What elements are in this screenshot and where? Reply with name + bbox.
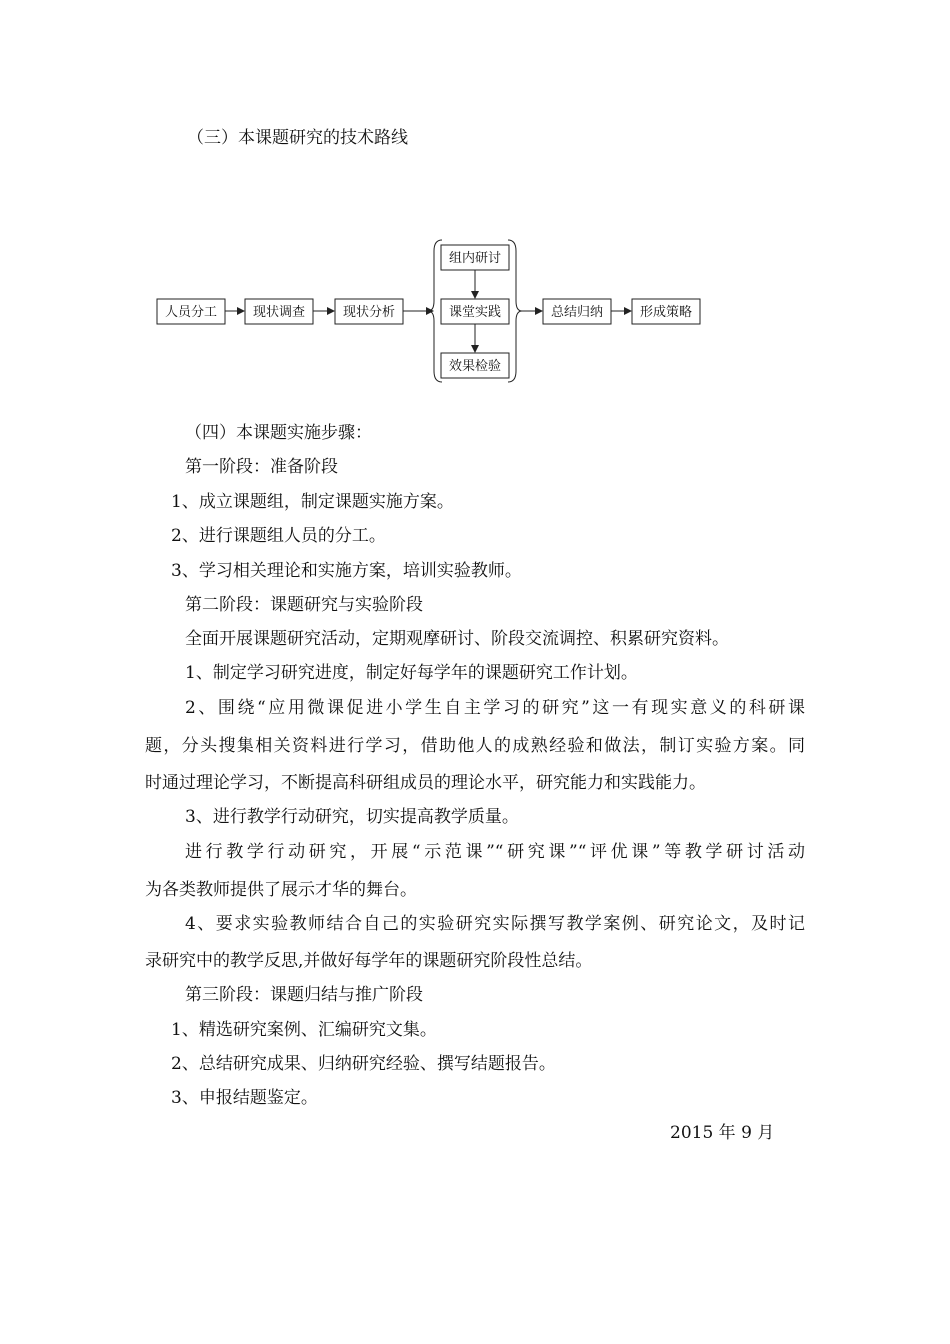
flow-node-class-practice [441, 299, 509, 324]
stage-2-item-4-line: 4、要求实验教师结合自己的实验研究实际撰写教学案例、研究论文，及时记 [185, 914, 805, 934]
stage-3-item: 1、精选研究案例、汇编研究文集。 [171, 1020, 437, 1040]
stage-1-item: 1、成立课题组，制定课题实施方案。 [171, 492, 454, 512]
svg-text:课堂实践: 课堂实践 [448, 305, 502, 320]
stage-2-item-2-line: 题，分头搜集相关资料进行学习，借助他人的成熟经验和做法，制订实验方案。同 [145, 736, 805, 756]
stage-1-item: 2、进行课题组人员的分工。 [171, 526, 386, 546]
svg-text:效果检验: 效果检验 [448, 359, 502, 374]
stage-1-item: 3、学习相关理论和实施方案，培训实验教师。 [171, 561, 522, 581]
stage-1-title: 第一阶段：准备阶段 [185, 457, 338, 477]
flow-node-effect-test [441, 353, 509, 378]
svg-text:现状分析: 现状分析 [342, 305, 396, 320]
document-date: 2015 年 9 月 [670, 1123, 775, 1143]
stage-2-item-2-line: 2、围绕“应用微课促进小学生自主学习的研究”这一有现实意义的科研课 [185, 698, 805, 718]
svg-text:形成策略: 形成策略 [639, 305, 693, 320]
flow-node-group-discussion [441, 245, 509, 270]
section-3-title: （三）本课题研究的技术路线 [187, 128, 408, 148]
stage-2-item-1: 1、制定学习研究进度，制定好每学年的课题研究工作计划。 [185, 663, 638, 683]
stage-2-intro: 全面开展课题研究活动，定期观摩研讨、阶段交流调控、积累研究资料。 [185, 629, 729, 649]
stage-2-item-2-line: 时通过理论学习，不断提高科研组成员的理论水平，研究能力和实践能力。 [145, 773, 706, 793]
svg-text:组内研讨: 组内研讨 [448, 251, 502, 266]
flow-node-strategy [632, 299, 700, 324]
stage-3-item: 3、申报结题鉴定。 [171, 1088, 318, 1108]
svg-text:现状调查: 现状调查 [252, 305, 306, 320]
flow-node-summary [543, 299, 611, 324]
stage-2-item-3: 3、进行教学行动研究，切实提高教学质量。 [185, 807, 519, 827]
right-brace [508, 240, 522, 382]
stage-2-title: 第二阶段：课题研究与实验阶段 [185, 595, 423, 615]
stage-2-item-3-detail-line: 为各类教师提供了展示才华的舞台。 [145, 880, 417, 900]
stage-3-item: 2、总结研究成果、归纳研究经验、撰写结题报告。 [171, 1054, 556, 1074]
technical-route-flowchart [150, 235, 710, 385]
left-brace [428, 240, 442, 382]
flow-node-survey [245, 299, 313, 324]
svg-text:人员分工: 人员分工 [164, 305, 218, 320]
stage-3-title: 第三阶段：课题归结与推广阶段 [185, 985, 423, 1005]
stage-2-item-4-line: 录研究中的教学反思,并做好每学年的课题研究阶段性总结。 [145, 951, 593, 971]
svg-text:总结归纳: 总结归纳 [550, 305, 604, 320]
stage-2-item-3-detail-line: 进行教学行动研究，开展“示范课”“研究课”“评优课”等教学研讨活动 [185, 842, 805, 862]
flow-node-analysis [335, 299, 403, 324]
flow-node-staffing [157, 299, 225, 324]
section-4-title: （四）本课题实施步骤： [185, 423, 372, 443]
